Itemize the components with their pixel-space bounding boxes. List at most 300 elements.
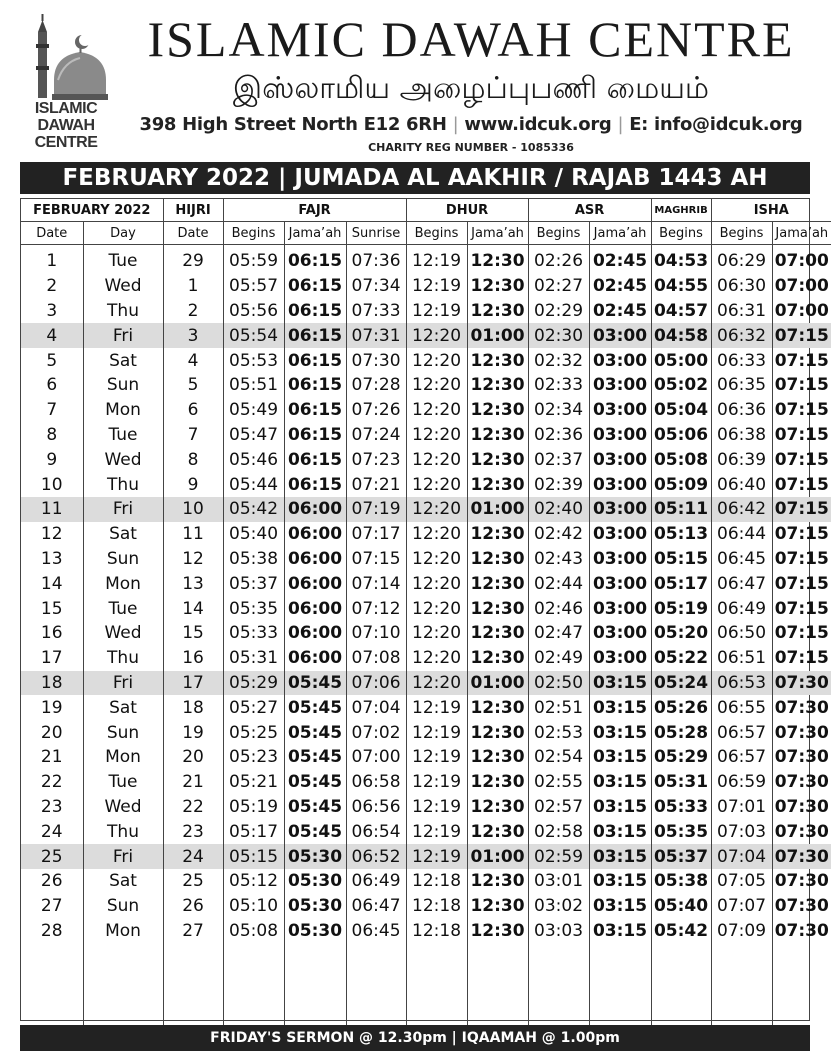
cell-hijri-date: 24: [163, 844, 223, 869]
cell-date: 15: [21, 596, 83, 621]
cell-maghrib-begins: 04:55: [651, 274, 711, 299]
cell-dhur-begins: 12:20: [406, 671, 467, 696]
cell-isha-begins: 06:39: [711, 447, 772, 472]
cell-fajr-jamaah: 06:00: [284, 522, 346, 547]
cell-fajr-begins: 05:15: [223, 844, 284, 869]
cell-isha-begins: 06:59: [711, 770, 772, 795]
email-link[interactable]: E: info@idcuk.org: [629, 114, 803, 135]
cell-asr-begins: 02:50: [528, 671, 589, 696]
cell-fajr-begins: 05:33: [223, 621, 284, 646]
cell-sunrise: 07:34: [346, 274, 406, 299]
address: 398 High Street North E12 6RH: [139, 114, 447, 135]
cell-fajr-begins: 05:23: [223, 745, 284, 770]
cell-sunrise: 07:31: [346, 323, 406, 348]
cell-date: 23: [21, 795, 83, 820]
cell-maghrib-begins: 05:15: [651, 547, 711, 572]
cell-hijri-date: 19: [163, 720, 223, 745]
cell-fajr-begins: 05:47: [223, 423, 284, 448]
org-name-tamil: இஸ்லாமிய அழைப்புபணி மையம்: [232, 71, 710, 106]
cell-dhur-jamaah: 12:30: [467, 621, 528, 646]
cell-asr-begins: 02:59: [528, 844, 589, 869]
cell-isha-jamaah: 07:30: [774, 896, 829, 917]
table-row: [21, 274, 831, 299]
cell-isha-begins: 07:04: [711, 844, 772, 869]
table-row: [21, 745, 831, 770]
cell-fajr-begins: 05:08: [223, 919, 284, 944]
cell-dhur-jamaah: 12:30: [467, 770, 528, 795]
cell-fajr-begins: 05:51: [223, 373, 284, 398]
cell-dhur-jamaah: 12:30: [467, 398, 528, 423]
cell-sunrise: 06:47: [346, 894, 406, 919]
cell-isha-jamaah: 07:15: [772, 497, 831, 522]
cell-isha-begins: 06:31: [711, 299, 772, 324]
cell-fajr-jamaah: 06:15: [284, 299, 346, 324]
cell-hijri-date: 12: [163, 547, 223, 572]
cell-dhur-jamaah: 01:00: [467, 497, 528, 522]
cell-dhur-jamaah: 12:30: [467, 245, 528, 274]
cell-dhur-jamaah: 12:30: [467, 869, 528, 894]
cell-dhur-jamaah: 12:30: [467, 423, 528, 448]
cell-dhur-begins: 12:19: [406, 695, 467, 720]
timetable-body: [21, 245, 831, 1040]
table-row: [21, 398, 831, 423]
cell-date: 9: [21, 447, 83, 472]
cell-sunrise: 07:17: [346, 522, 406, 547]
subheader-fajr-jamaah: Jama’ah: [284, 222, 346, 245]
cell-date: 25: [21, 844, 83, 869]
cell-day: Mon: [83, 571, 163, 596]
cell-fajr-begins: 05:42: [223, 497, 284, 522]
cell-hijri-date: 22: [163, 795, 223, 820]
table-row: [21, 869, 831, 894]
cell-dhur-jamaah: 01:00: [467, 323, 528, 348]
website-link[interactable]: www.idcuk.org: [464, 114, 612, 135]
cell-date: 18: [21, 671, 83, 696]
cell-sunrise: 06:49: [346, 869, 406, 894]
charity-number: CHARITY REG NUMBER - 1085336: [368, 141, 574, 154]
cell-fajr-begins: 05:49: [223, 398, 284, 423]
cell-asr-begins: 02:46: [528, 596, 589, 621]
cell-dhur-jamaah: 12:30: [467, 547, 528, 572]
cell-hijri-date: 25: [163, 869, 223, 894]
header-hijri: HIJRI: [163, 199, 223, 222]
cell-hijri-date: 13: [163, 571, 223, 596]
cell-asr-begins: 02:42: [528, 522, 589, 547]
cell-fajr-jamaah: 06:00: [284, 596, 346, 621]
cell-day: Wed: [83, 795, 163, 820]
table-row: [21, 795, 831, 820]
cell-date: 8: [21, 423, 83, 448]
cell-maghrib-begins: 05:35: [651, 819, 711, 844]
cell-asr-begins: 02:54: [528, 745, 589, 770]
cell-date: 20: [21, 720, 83, 745]
cell-hijri-date: 2: [163, 299, 223, 324]
cell-isha-jamaah: 07:15: [774, 375, 829, 396]
cell-fajr-begins: 05:21: [223, 770, 284, 795]
cell-day: Sun: [83, 720, 163, 745]
cell-hijri-date: 14: [163, 596, 223, 621]
cell-day: Sun: [83, 373, 163, 398]
table-row: [21, 245, 831, 274]
cell-isha-jamaah: 07:15: [774, 623, 829, 644]
cell-hijri-date: 18: [163, 695, 223, 720]
cell-sunrise: 07:30: [346, 348, 406, 373]
cell-asr-begins: 02:34: [528, 398, 589, 423]
cell-dhur-begins: 12:19: [406, 770, 467, 795]
cell-isha-jamaah: 07:30: [774, 722, 829, 743]
cell-hijri-date: 9: [163, 472, 223, 497]
cell-isha-jamaah: 07:15: [774, 524, 829, 545]
cell-fajr-jamaah: 06:15: [284, 447, 346, 472]
cell-dhur-begins: 12:19: [406, 819, 467, 844]
subheader-asr-jamaah: Jama’ah: [589, 222, 651, 245]
subheader-day: Day: [83, 222, 163, 245]
cell-fajr-begins: 05:59: [223, 245, 284, 274]
cell-asr-begins: 02:44: [528, 571, 589, 596]
cell-fajr-begins: 05:12: [223, 869, 284, 894]
cell-day: Sun: [83, 547, 163, 572]
cell-fajr-begins: 05:35: [223, 596, 284, 621]
cell-sunrise: 07:24: [346, 423, 406, 448]
table-row: [21, 720, 831, 745]
cell-fajr-begins: 05:19: [223, 795, 284, 820]
cell-dhur-begins: 12:20: [406, 596, 467, 621]
cell-asr-begins: 02:40: [528, 497, 589, 522]
cell-fajr-begins: 05:54: [223, 323, 284, 348]
cell-day: Thu: [83, 299, 163, 324]
friday-sermon-note: FRIDAY'S SERMON @ 12.30pm | IQAAMAH @ 1.00pm: [20, 1025, 810, 1051]
month-title: FEBRUARY 2022 | JUMADA AL AAKHIR / RAJAB 1443 AH: [20, 162, 810, 194]
cell-dhur-jamaah: 01:00: [467, 671, 528, 696]
cell-fajr-begins: 05:38: [223, 547, 284, 572]
cell-day: Thu: [83, 819, 163, 844]
cell-isha-jamaah: 07:15: [774, 648, 829, 669]
cell-fajr-begins: 05:17: [223, 819, 284, 844]
cell-dhur-jamaah: 12:30: [467, 695, 528, 720]
cell-isha-begins: 06:57: [711, 720, 772, 745]
cell-dhur-begins: 12:19: [406, 274, 467, 299]
cell-dhur-jamaah: 12:30: [467, 795, 528, 820]
cell-hijri-date: 26: [163, 894, 223, 919]
header-dhur: DHUR: [406, 199, 528, 222]
cell-isha-jamaah: 07:30: [772, 671, 831, 696]
cell-maghrib-begins: 04:58: [651, 323, 711, 348]
cell-sunrise: 07:21: [346, 472, 406, 497]
cell-sunrise: 07:00: [346, 745, 406, 770]
table-row: [21, 596, 831, 621]
cell-asr-jamaah: 03:15: [589, 894, 651, 919]
cell-asr-begins: 02:53: [528, 720, 589, 745]
cell-sunrise: 07:12: [346, 596, 406, 621]
cell-isha-begins: 06:32: [711, 323, 772, 348]
table-row: [21, 919, 831, 944]
cell-isha-begins: 07:03: [711, 819, 772, 844]
cell-date: 12: [21, 522, 83, 547]
cell-day: Tue: [83, 423, 163, 448]
cell-fajr-jamaah: 05:30: [284, 894, 346, 919]
cell-asr-begins: 02:36: [528, 423, 589, 448]
cell-date: 11: [21, 497, 83, 522]
cell-isha-begins: 06:36: [711, 398, 772, 423]
cell-dhur-jamaah: 01:00: [467, 844, 528, 869]
cell-fajr-jamaah: 05:45: [284, 745, 346, 770]
cell-isha-begins: 06:53: [711, 671, 772, 696]
cell-hijri-date: 15: [163, 621, 223, 646]
cell-isha-jamaah: 07:15: [774, 424, 829, 445]
cell-asr-jamaah: 03:15: [589, 720, 651, 745]
cell-sunrise: 07:23: [346, 447, 406, 472]
cell-dhur-jamaah: 12:30: [467, 919, 528, 944]
cell-asr-begins: 02:55: [528, 770, 589, 795]
cell-date: 17: [21, 646, 83, 671]
table-row: [21, 695, 831, 720]
header-asr: ASR: [528, 199, 651, 222]
cell-asr-begins: 02:29: [528, 299, 589, 324]
cell-dhur-begins: 12:18: [406, 869, 467, 894]
cell-maghrib-begins: 05:24: [651, 671, 711, 696]
subheader-dhur-begins: Begins: [406, 222, 467, 245]
cell-maghrib-begins: 05:00: [651, 348, 711, 373]
cell-isha-jamaah: 07:30: [774, 772, 829, 793]
cell-asr-jamaah: 02:45: [589, 245, 651, 274]
cell-dhur-begins: 12:20: [406, 323, 467, 348]
cell-date: 26: [21, 869, 83, 894]
cell-maghrib-begins: 05:29: [651, 745, 711, 770]
cell-isha-begins: 06:47: [711, 571, 772, 596]
cell-day: Fri: [83, 844, 163, 869]
cell-isha-begins: 06:42: [711, 497, 772, 522]
cell-date: 10: [21, 472, 83, 497]
cell-day: Thu: [83, 646, 163, 671]
cell-asr-jamaah: 03:15: [589, 795, 651, 820]
cell-isha-begins: 06:29: [711, 245, 772, 274]
cell-day: Tue: [83, 245, 163, 274]
prayer-timetable: [20, 198, 829, 1021]
cell-fajr-jamaah: 05:45: [284, 795, 346, 820]
cell-maghrib-begins: 05:06: [651, 423, 711, 448]
cell-asr-jamaah: 03:00: [589, 447, 651, 472]
cell-day: Mon: [83, 919, 163, 944]
cell-asr-jamaah: 03:00: [589, 571, 651, 596]
cell-fajr-begins: 05:40: [223, 522, 284, 547]
cell-dhur-jamaah: 12:30: [467, 299, 528, 324]
cell-maghrib-begins: 05:40: [651, 894, 711, 919]
cell-hijri-date: 1: [163, 274, 223, 299]
cell-asr-begins: 02:49: [528, 646, 589, 671]
cell-fajr-jamaah: 06:00: [284, 497, 346, 522]
cell-dhur-jamaah: 12:30: [467, 745, 528, 770]
subheader-sunrise: Sunrise: [346, 222, 406, 245]
cell-asr-jamaah: 03:15: [589, 745, 651, 770]
cell-date: 28: [21, 919, 83, 944]
cell-day: Fri: [83, 323, 163, 348]
cell-isha-jamaah: 07:30: [774, 920, 829, 941]
cell-asr-jamaah: 03:00: [589, 522, 651, 547]
cell-isha-jamaah: 07:30: [774, 747, 829, 768]
cell-dhur-jamaah: 12:30: [467, 522, 528, 547]
cell-hijri-date: 8: [163, 447, 223, 472]
cell-hijri-date: 17: [163, 671, 223, 696]
cell-hijri-date: 23: [163, 819, 223, 844]
cell-hijri-date: 6: [163, 398, 223, 423]
subheader-asr-begins: Begins: [528, 222, 589, 245]
cell-asr-jamaah: 03:00: [589, 423, 651, 448]
cell-day: Sat: [83, 348, 163, 373]
cell-fajr-jamaah: 05:45: [284, 695, 346, 720]
subheader-date: Date: [21, 222, 83, 245]
cell-sunrise: 07:26: [346, 398, 406, 423]
cell-fajr-begins: 05:57: [223, 274, 284, 299]
cell-sunrise: 07:08: [346, 646, 406, 671]
logo-text: ISLAMIC DAWAH CENTRE: [34, 100, 98, 151]
cell-asr-begins: 02:57: [528, 795, 589, 820]
cell-dhur-begins: 12:18: [406, 894, 467, 919]
table-row: [21, 621, 831, 646]
cell-maghrib-begins: 05:26: [651, 695, 711, 720]
cell-isha-jamaah: 07:30: [774, 697, 829, 718]
table-row: [21, 348, 831, 373]
cell-dhur-begins: 12:20: [406, 348, 467, 373]
cell-maghrib-begins: 05:22: [651, 646, 711, 671]
cell-dhur-begins: 12:19: [406, 245, 467, 274]
table-row: [21, 646, 831, 671]
cell-dhur-begins: 12:19: [406, 745, 467, 770]
cell-isha-begins: 06:55: [711, 695, 772, 720]
table-row: [21, 571, 831, 596]
cell-maghrib-begins: 04:53: [651, 245, 711, 274]
cell-isha-begins: 06:44: [711, 522, 772, 547]
cell-asr-jamaah: 03:00: [589, 497, 651, 522]
cell-fajr-jamaah: 05:30: [284, 919, 346, 944]
cell-dhur-begins: 12:18: [406, 919, 467, 944]
cell-fajr-begins: 05:31: [223, 646, 284, 671]
cell-sunrise: 07:14: [346, 571, 406, 596]
cell-asr-jamaah: 03:15: [589, 671, 651, 696]
cell-dhur-jamaah: 12:30: [467, 571, 528, 596]
cell-fajr-jamaah: 06:00: [284, 621, 346, 646]
cell-isha-jamaah: 07:15: [774, 350, 829, 371]
cell-maghrib-begins: 05:11: [651, 497, 711, 522]
table-row: [21, 472, 831, 497]
cell-sunrise: 06:58: [346, 770, 406, 795]
subheader-isha-begins: Begins: [711, 222, 772, 245]
cell-date: 24: [21, 819, 83, 844]
cell-fajr-begins: 05:46: [223, 447, 284, 472]
cell-dhur-jamaah: 12:30: [467, 819, 528, 844]
cell-day: Sat: [83, 695, 163, 720]
cell-isha-jamaah: 07:15: [774, 474, 829, 495]
header-fajr: FAJR: [223, 199, 406, 222]
cell-asr-jamaah: 03:00: [589, 398, 651, 423]
cell-maghrib-begins: 05:02: [651, 373, 711, 398]
cell-isha-begins: 07:05: [711, 869, 772, 894]
cell-isha-begins: 07:07: [711, 894, 772, 919]
cell-day: Wed: [83, 447, 163, 472]
cell-asr-begins: 02:47: [528, 621, 589, 646]
mosque-icon: [24, 14, 112, 104]
cell-isha-begins: 06:33: [711, 348, 772, 373]
cell-maghrib-begins: 05:04: [651, 398, 711, 423]
cell-dhur-begins: 12:19: [406, 299, 467, 324]
cell-fajr-jamaah: 06:15: [284, 423, 346, 448]
contact-line: [118, 112, 824, 138]
cell-day: Wed: [83, 621, 163, 646]
cell-maghrib-begins: 05:37: [651, 844, 711, 869]
cell-hijri-date: 29: [163, 245, 223, 274]
cell-isha-jamaah: 07:30: [774, 821, 829, 842]
cell-dhur-begins: 12:20: [406, 547, 467, 572]
cell-dhur-jamaah: 12:30: [467, 894, 528, 919]
cell-asr-jamaah: 03:00: [589, 348, 651, 373]
cell-day: Tue: [83, 770, 163, 795]
cell-hijri-date: 10: [163, 497, 223, 522]
cell-asr-begins: 02:30: [528, 323, 589, 348]
cell-date: 4: [21, 323, 83, 348]
table-row: [21, 497, 831, 522]
cell-asr-begins: 02:37: [528, 447, 589, 472]
cell-isha-jamaah: 07:00: [774, 251, 829, 272]
cell-hijri-date: 7: [163, 423, 223, 448]
cell-day: Mon: [83, 745, 163, 770]
cell-asr-jamaah: 03:00: [589, 472, 651, 497]
cell-date: 14: [21, 571, 83, 596]
org-name: ISLAMIC DAWAH CENTRE: [147, 11, 795, 67]
table-row: [21, 522, 831, 547]
cell-fajr-jamaah: 06:15: [284, 348, 346, 373]
cell-maghrib-begins: 05:38: [651, 869, 711, 894]
cell-fajr-begins: 05:53: [223, 348, 284, 373]
cell-dhur-jamaah: 12:30: [467, 596, 528, 621]
separator: |: [452, 114, 459, 135]
cell-sunrise: 07:36: [346, 245, 406, 274]
cell-asr-begins: 02:39: [528, 472, 589, 497]
cell-asr-jamaah: 03:00: [589, 596, 651, 621]
group-header-row: [21, 199, 831, 222]
table-row: [21, 447, 831, 472]
cell-fajr-jamaah: 06:15: [284, 398, 346, 423]
table-row: [21, 299, 831, 324]
cell-asr-begins: 03:01: [528, 869, 589, 894]
cell-date: 13: [21, 547, 83, 572]
cell-maghrib-begins: 05:19: [651, 596, 711, 621]
cell-dhur-jamaah: 12:30: [467, 472, 528, 497]
cell-asr-jamaah: 03:00: [589, 646, 651, 671]
subheader-fajr-begins: Begins: [223, 222, 284, 245]
cell-dhur-begins: 12:20: [406, 398, 467, 423]
cell-fajr-begins: 05:25: [223, 720, 284, 745]
cell-fajr-begins: 05:29: [223, 671, 284, 696]
cell-asr-jamaah: 03:00: [589, 547, 651, 572]
cell-day: Fri: [83, 497, 163, 522]
cell-asr-begins: 02:26: [528, 245, 589, 274]
cell-sunrise: 06:45: [346, 919, 406, 944]
table-row: [21, 373, 831, 398]
subheader-maghrib-begins: Begins: [651, 222, 711, 245]
cell-dhur-jamaah: 12:30: [467, 720, 528, 745]
cell-sunrise: 06:52: [346, 844, 406, 869]
cell-asr-jamaah: 03:00: [589, 323, 651, 348]
cell-asr-begins: 02:51: [528, 695, 589, 720]
header-gregorian: FEBRUARY 2022: [21, 199, 163, 222]
cell-sunrise: 07:10: [346, 621, 406, 646]
cell-dhur-begins: 12:20: [406, 472, 467, 497]
cell-maghrib-begins: 04:57: [651, 299, 711, 324]
table-row: [21, 844, 831, 869]
cell-isha-jamaah: 07:15: [774, 598, 829, 619]
cell-asr-jamaah: 03:15: [589, 919, 651, 944]
cell-dhur-jamaah: 12:30: [467, 348, 528, 373]
cell-date: 3: [21, 299, 83, 324]
